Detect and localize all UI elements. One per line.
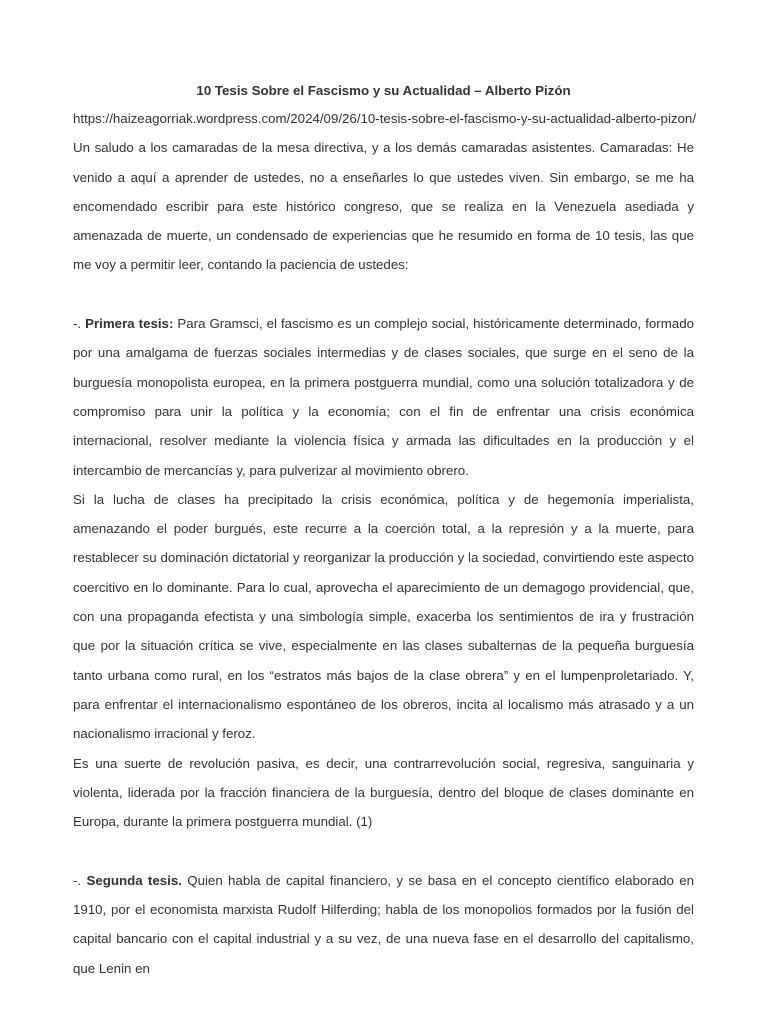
intro-paragraph: Un saludo a los camaradas de la mesa directiva, y a los demás camaradas asistentes. Camaradas: He venido a aquí a aprender de ustedes, no a enseñarles lo que ustedes viven. Sin embargo, se me ha encomendado escribir para este histórico congreso, que se realiza en la Venezuela asediada y amenazada de muerte, un condensado de experiencias que he resumido en forma de 10 tesis, las que me voy a permitir leer, contando la paciencia de ustedes:: [73, 140, 694, 273]
source-url: https://haizeagorriak.wordpress.com/2024/09/26/10-tesis-sobre-el-fascismo-y-su-actualidad-alberto-pizon/: [73, 111, 697, 126]
thesis-2-heading: Segunda tesis.: [86, 872, 182, 888]
thesis-2-prefix: -.: [73, 872, 87, 888]
document-title: 10 Tesis Sobre el Fascismo y su Actualidad – Alberto Pizón: [196, 83, 571, 98]
thesis-1-text: Para Gramsci, el fascismo es un complejo social, históricamente determinado, formado por una amalgama de fuerzas sociales intermedias y de clases sociales, que surge en el seno de la burguesía monopolista europea, en la primera postguerra mundial, como una solución totalizadora y de compromiso para unir la política y la economía; con el fin de enfrentar una crisis económica internacional, resolver mediante la violencia física y armada las dificultades en la producción y el intercambio de mercancías y, para pulverizar al movimiento obrero.: [73, 316, 694, 478]
thesis-1-paragraph-2: Si la lucha de clases ha precipitado la crisis económica, política y de hegemonía imperialista, amenazando el poder burgués, este recurre a la coerción total, a la represión y a la muerte, para restablecer su dominación dictatorial y reorganizar la producción y la sociedad, convirtiendo este aspecto coercitivo en lo dominante. Para lo cual, aprovecha el aparecimiento de un demagogo providencial, que, con una propaganda efectista y una simbología simple, exacerba los sentimientos de ira y frustración que por la situación crítica se vive, especialmente en las clases subalternas de la pequeña burguesía tanto urbana como rural, en los “estratos más bajos de la clase obrera” y en el lumpenproletariado. Y, para enfrentar el internacionalismo espontáneo de los obreros, incita al localismo más atrasado y a un nacionalismo irracional y feroz.: [73, 491, 694, 742]
thesis-1-paragraph: [73, 309, 694, 485]
thesis-1-paragraph-3: Es una suerte de revolución pasiva, es decir, una contrarrevolución social, regresiva, sanguinaria y violenta, liderada por la fracción financiera de la burguesía, dentro del bloque de clases dominante en Europa, durante la primera postguerra mundial. (1): [73, 755, 694, 830]
paragraph-spacer: [73, 836, 694, 865]
thesis-1-heading: Primera tesis:: [85, 316, 174, 332]
paragraph-spacer: [73, 280, 694, 309]
thesis-2-paragraph: [73, 866, 694, 983]
thesis-1-prefix: -.: [73, 316, 86, 332]
document-page: [73, 78, 697, 983]
thesis-2-text: Quien habla de capital financiero, y se basa en el concepto científico elaborado en 1910, por el economista marxista Rudolf Hilferding; habla de los monopolios formados por la fusión del capital bancario con el capital industrial y a su vez, de una nueva fase en el desarrollo del capitalismo, que Lenin en: [73, 872, 694, 976]
